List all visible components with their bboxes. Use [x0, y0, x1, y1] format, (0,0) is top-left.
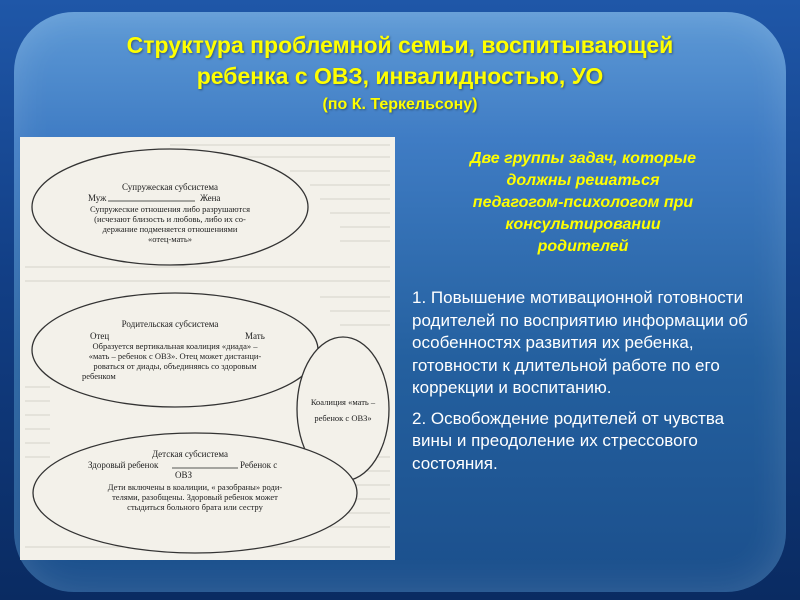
family-structure-diagram [20, 137, 395, 560]
child-line-1: Дети включены в коалиции, « разобраны» роди- [107, 482, 283, 492]
parental-line-4: ребенком [82, 371, 116, 381]
tasks-heading-line-3: педагогом-психологом при [472, 194, 694, 211]
diagram-svg [20, 137, 395, 560]
parental-line-1: Образуется вертикальная коалиция «диада» – [92, 341, 258, 351]
marital-wife: Жена [200, 193, 221, 203]
parental-father: Отец [90, 331, 110, 341]
tasks-heading-line-4: консультировании [505, 216, 661, 233]
marital-line-3: держание подменяется отношениями [102, 224, 238, 234]
child-line-3: стыдиться больного брата или сестру [127, 502, 263, 512]
task-item-1: 1. Повышение мотивационной готовности родителей по восприятию информации об особенностях развития их ребенка, готовности к длительной работе по его коррекции и воспитанию. [412, 288, 748, 397]
child-ill: Ребенок с [240, 460, 278, 470]
marital-line-2: (исчезают близость и любовь, либо их со- [94, 214, 246, 224]
coalition-line-1: Коалиция «мать – [310, 397, 376, 407]
child-line-2: телями, разобщены. Здоровый ребенок может [112, 492, 278, 502]
child-heading: Детская субсистема [151, 449, 229, 459]
tasks-heading-line-2: должны решаться [506, 172, 660, 189]
title-source: (по К. Теркельсону) [322, 96, 478, 113]
coalition-line-2: ребенок с ОВЗ» [314, 413, 372, 423]
tasks-heading [418, 148, 748, 258]
child-healthy: Здоровый ребенок [88, 460, 159, 470]
marital-husband: Муж [88, 193, 107, 203]
parental-heading: Родительская субсистема [121, 319, 219, 329]
parental-line-3: роваться от диады, объединяясь со здоровым [93, 361, 257, 371]
marital-line-1: Супружеские отношения либо разрушаются [89, 204, 251, 214]
tasks-heading-line-1: Две группы задач, которые [469, 150, 697, 167]
slide-title [30, 30, 770, 118]
task-item-2: 2. Освобождение родителей от чувства вины и преодоление их стрессового состояния. [412, 408, 725, 473]
title-line-2: ребенка с ОВЗ, инвалидностью, УО [196, 63, 604, 89]
parental-mother: Мать [245, 331, 265, 341]
parental-line-2: «мать – ребенок с ОВЗ». Отец может дистанци- [88, 351, 262, 361]
marital-heading: Супружеская субсистема [122, 182, 218, 192]
tasks-heading-line-5: родителей [537, 238, 629, 255]
marital-line-4: «отец-мать» [148, 234, 192, 244]
tasks-list [412, 287, 757, 483]
child-ovz: ОВЗ [175, 470, 193, 480]
title-line-1: Структура проблемной семьи, воспитывающей [126, 32, 674, 58]
